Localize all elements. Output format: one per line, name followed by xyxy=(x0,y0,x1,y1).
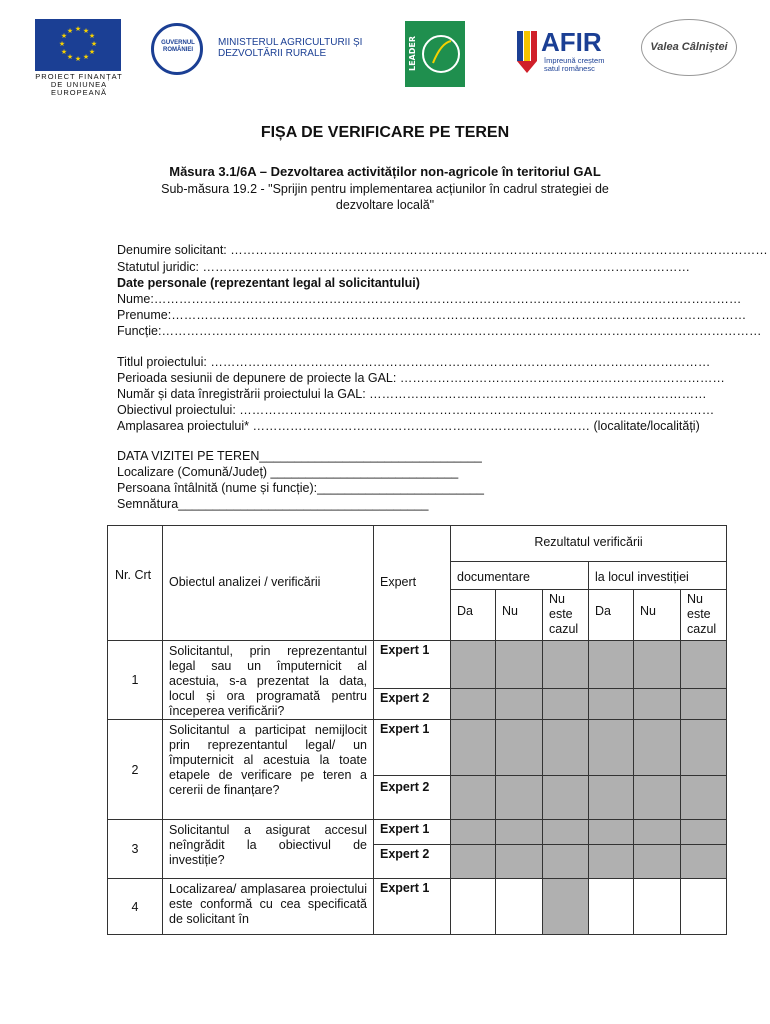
header-nr: Nr. Crt xyxy=(115,568,152,582)
project-title-field[interactable]: Titlul proiectului: ………………………………………………………………………………………………………… xyxy=(117,355,711,369)
row-number: 4 xyxy=(131,899,139,914)
cell-doc-da[interactable] xyxy=(451,820,496,845)
registration-field[interactable]: Număr și data înregistrării proiectului la GAL: ……………………………………………………………………… xyxy=(117,387,707,401)
cell-site-da[interactable] xyxy=(589,879,634,935)
cell-doc-nu[interactable] xyxy=(496,776,543,820)
session-period-field[interactable]: Perioada sesiunii de depunere de proiecte la GAL: …………………………………………………………………… xyxy=(117,371,725,385)
svg-text:★: ★ xyxy=(66,53,74,61)
cell-doc-da[interactable] xyxy=(451,776,496,820)
cell-site-da[interactable] xyxy=(589,720,634,776)
cell-site-nu[interactable] xyxy=(634,776,681,820)
row-number: 3 xyxy=(131,842,139,856)
expert-2-label: Expert 2 xyxy=(374,776,451,820)
cell-doc-nu[interactable] xyxy=(496,820,543,845)
row-number: 2 xyxy=(131,762,139,777)
cell-doc-nu[interactable] xyxy=(496,689,543,720)
cell-site-nec[interactable] xyxy=(681,776,727,820)
header-object: Obiectul analizei / verificării xyxy=(169,575,321,589)
cell-doc-nu[interactable] xyxy=(496,879,543,935)
table-row xyxy=(108,879,727,935)
header-expert: Expert xyxy=(380,575,417,589)
signature-field[interactable]: Semnătura____________________________________ xyxy=(117,497,429,511)
svg-text:★: ★ xyxy=(74,55,82,63)
cell-site-nec[interactable] xyxy=(681,689,727,720)
svg-text:★: ★ xyxy=(82,27,90,35)
svg-text:★: ★ xyxy=(90,40,98,48)
cell-doc-nec[interactable] xyxy=(543,820,589,845)
cell-doc-nu[interactable] xyxy=(496,720,543,776)
cell-doc-da[interactable] xyxy=(451,689,496,720)
person-met-field[interactable]: Persoana întâlnită (nume și funcție):________________________ xyxy=(117,481,484,495)
cell-doc-nu[interactable] xyxy=(496,641,543,689)
cell-site-nec[interactable] xyxy=(681,720,727,776)
cell-doc-nec[interactable] xyxy=(543,641,589,689)
verification-table xyxy=(107,525,727,935)
svg-text:★: ★ xyxy=(60,48,68,56)
row-criterion: Solicitantul, prin reprezentantul legal sau un împuternicit al acestuia, s-a prezentat la data, locul și ora programată pentru începerea verificării? xyxy=(169,644,367,718)
svg-text:★: ★ xyxy=(88,32,96,40)
svg-text:★: ★ xyxy=(58,40,66,48)
expert-2-label: Expert 2 xyxy=(374,845,451,879)
cell-doc-nec[interactable] xyxy=(543,689,589,720)
cell-doc-nu[interactable] xyxy=(496,845,543,879)
header-not-applicable-site: Nu este cazul xyxy=(687,592,717,636)
cell-doc-da[interactable] xyxy=(451,879,496,935)
afir-emblem-icon xyxy=(515,23,539,75)
legal-status-field[interactable]: Statutul juridic: ……………………………………………………………………………………………………… xyxy=(117,260,690,274)
header-nu: Nu xyxy=(502,604,518,618)
cell-site-nu[interactable] xyxy=(634,689,681,720)
cell-doc-nec[interactable] xyxy=(543,845,589,879)
row-criterion: Localizarea/ amplasarea proiectului este conformă cu cea specificată de solicitant în xyxy=(169,882,367,926)
afir-name: AFIR xyxy=(541,27,602,57)
cell-site-da[interactable] xyxy=(589,820,634,845)
header-nu-site: Nu xyxy=(640,604,656,618)
cell-site-nu[interactable] xyxy=(634,879,681,935)
rep-last-name-field[interactable]: Nume:…………………………………………………………………………………………………………………………… xyxy=(117,292,742,306)
cell-site-nu[interactable] xyxy=(634,720,681,776)
svg-text:★: ★ xyxy=(60,32,68,40)
rep-first-name-field[interactable]: Prenume:………………………………………………………………………………………………………………………… xyxy=(117,308,747,322)
header-result: Rezultatul verificării xyxy=(534,535,643,549)
expert-1-label: Expert 1 xyxy=(374,720,451,776)
svg-text:★: ★ xyxy=(88,48,96,56)
row-criterion: Solicitantul a asigurat accesul neîngrădit la obiectivul de investiție? xyxy=(169,823,367,867)
project-location-field[interactable]: Amplasarea proiectului* ……………………………………………………………………… (localitate/localități) xyxy=(117,419,700,433)
cell-site-da[interactable] xyxy=(589,689,634,720)
cell-site-nec[interactable] xyxy=(681,879,727,935)
table-row xyxy=(108,641,727,689)
cell-site-nu[interactable] xyxy=(634,641,681,689)
cell-site-da[interactable] xyxy=(589,641,634,689)
header-da: Da xyxy=(457,604,473,618)
applicant-name-field[interactable]: Denumire solicitant: ………………………………………………………………………………………………………………… xyxy=(117,243,768,257)
cell-site-nu[interactable] xyxy=(634,820,681,845)
cell-site-nec[interactable] xyxy=(681,641,727,689)
cell-doc-nec[interactable] xyxy=(543,879,589,935)
expert-2-label: Expert 2 xyxy=(374,689,451,720)
cell-doc-da[interactable] xyxy=(451,720,496,776)
cell-doc-da[interactable] xyxy=(451,845,496,879)
expert-1-label: Expert 1 xyxy=(374,641,451,689)
ministry-name: MINISTERUL AGRICULTURII ȘI DEZVOLTĂRII RURALE xyxy=(218,37,363,59)
project-objective-field[interactable]: Obiectivul proiectului: …………………………………………………………………………………………………… xyxy=(117,403,715,417)
row-number: 1 xyxy=(131,673,139,687)
row-criterion: Solicitantul a participat nemijlocit prin reprezentantul legal/ un împuternicit al acestuia la toate etapele de verificare pe teren a cererii de finanțare? xyxy=(169,723,367,797)
measure-title: Măsura 3.1/6A – Dezvoltarea activităților non-agricole în teritoriul GAL xyxy=(169,164,601,179)
cell-site-nec[interactable] xyxy=(681,820,727,845)
government-seal-text: GUVERNUL ROMÂNIEI xyxy=(161,40,195,53)
afir-slogan: împreună creștem satul românesc xyxy=(544,56,605,73)
cell-doc-da[interactable] xyxy=(451,641,496,689)
visit-date-field[interactable]: DATA VIZITEI PE TEREN________________________________ xyxy=(117,449,482,463)
submeasure-title: Sub-măsura 19.2 - "Sprijin pentru implementarea acțiunilor în cadrul strategiei de dezvoltare locală" xyxy=(161,182,609,212)
table-row xyxy=(108,720,727,776)
expert-1-label: Expert 1 xyxy=(374,820,451,845)
svg-text:★: ★ xyxy=(82,53,90,61)
leader-label: LEADER xyxy=(408,35,417,71)
cell-doc-nec[interactable] xyxy=(543,720,589,776)
table-row xyxy=(108,820,727,845)
rep-function-field[interactable]: Funcție:……………………………………………………………………………………………………………………………… xyxy=(117,324,762,338)
svg-text:★: ★ xyxy=(74,25,82,33)
cell-site-da[interactable] xyxy=(589,845,634,879)
cell-site-da[interactable] xyxy=(589,776,634,820)
header-on-site: la locul investiției xyxy=(595,570,689,584)
header-not-applicable: Nu este cazul xyxy=(549,592,579,636)
visit-location-field[interactable]: Localizare (Comună/Județ) ___________________________ xyxy=(117,465,459,479)
header-da-site: Da xyxy=(595,604,611,618)
cell-site-nu[interactable] xyxy=(634,845,681,879)
header-documentary: documentare xyxy=(457,570,530,584)
gal-name: Valea Câlniștei xyxy=(650,41,728,53)
cell-site-nec[interactable] xyxy=(681,845,727,879)
page-title: FIȘA DE VERIFICARE PE TEREN xyxy=(260,124,510,141)
eu-flag-logo xyxy=(35,19,121,71)
expert-1-label: Expert 1 xyxy=(374,879,451,935)
svg-text:★: ★ xyxy=(66,27,74,35)
eu-caption: PROIECT FINANȚAT DE UNIUNEA EUROPEANĂ xyxy=(35,72,123,97)
cell-doc-nec[interactable] xyxy=(543,776,589,820)
legal-rep-heading: Date personale (reprezentant legal al solicitantului) xyxy=(117,276,420,290)
leader-logo xyxy=(405,21,465,87)
